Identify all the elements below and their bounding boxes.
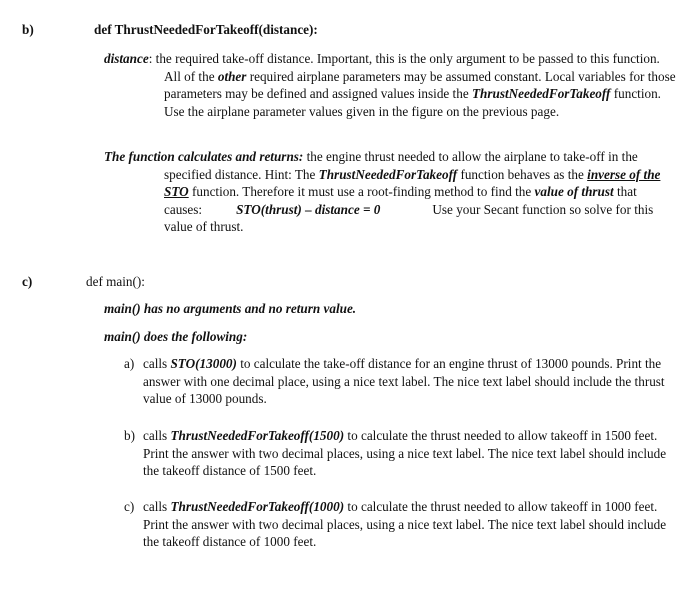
- function-name: ThrustNeededForTakeoff: [318, 166, 458, 182]
- other-emphasis: other: [217, 68, 247, 84]
- inverse-of-sto: inverse of the STO: [164, 166, 661, 200]
- returns-description: The function calculates and returns: the engine thrust needed to allow the airplane to take-off in the specified distance. Hint: The ThrustNeededForTakeoff function behaves as the inverse of the STO function. Therefore it must use a root-finding method to find the value of thrust that causes: STO(thrust) – distance = 0 Use your Secant function so solve for this value of thrust.: [104, 149, 661, 235]
- list-item-a: a) calls STO(13000) to calculate the take-off distance for an engine thrust of 13000 pounds. Print the answer with one decimal place, using a nice text label. The nice text label should include the thrust value of 13000 pounds.: [124, 356, 665, 407]
- equation: STO(thrust) – distance = 0: [236, 201, 381, 217]
- main-no-args: main() has no arguments and no return value.: [104, 301, 357, 316]
- thrust-call-1000: ThrustNeededForTakeoff(1000): [170, 499, 345, 514]
- def-thrust-needed-line: def ThrustNeededForTakeoff(distance):: [94, 22, 318, 37]
- function-name: ThrustNeededForTakeoff: [471, 86, 611, 102]
- returns-term: The function calculates and returns:: [104, 149, 304, 164]
- section-c-label: c): [22, 274, 33, 289]
- list-item-b: b) calls ThrustNeededForTakeoff(1500) to calculate the thrust needed to allow takeoff in 1500 feet. Print the answer with two decimal places, using a nice text label. The nice text label should include the takeoff distance of 1500 feet.: [124, 428, 667, 479]
- def-main-line: def main():: [86, 274, 145, 289]
- list-item-c: c) calls ThrustNeededForTakeoff(1000) to calculate the thrust needed to allow takeoff in 1000 feet. Print the answer with two decimal places, using a nice text label. The nice text label should include the takeoff distance of 1000 feet.: [124, 499, 667, 550]
- distance-description: distance: the required take-off distance. Important, this is the only argument to be passed to this function. All of the other required airplane parameters may be assumed constant. Local variables for those parameters may be defined and assigned values inside the ThrustNeededForTakeoff function. Use the airplane parameter values given in the figure on the previous page.: [104, 51, 676, 119]
- distance-term: distance: [104, 51, 149, 66]
- thrust-call-1500: ThrustNeededForTakeoff(1500): [170, 428, 345, 443]
- value-of-thrust: value of thrust: [534, 184, 614, 200]
- sto-call: STO(13000): [170, 356, 237, 371]
- main-does-following: main() does the following:: [104, 329, 248, 344]
- section-b-label: b): [22, 22, 34, 37]
